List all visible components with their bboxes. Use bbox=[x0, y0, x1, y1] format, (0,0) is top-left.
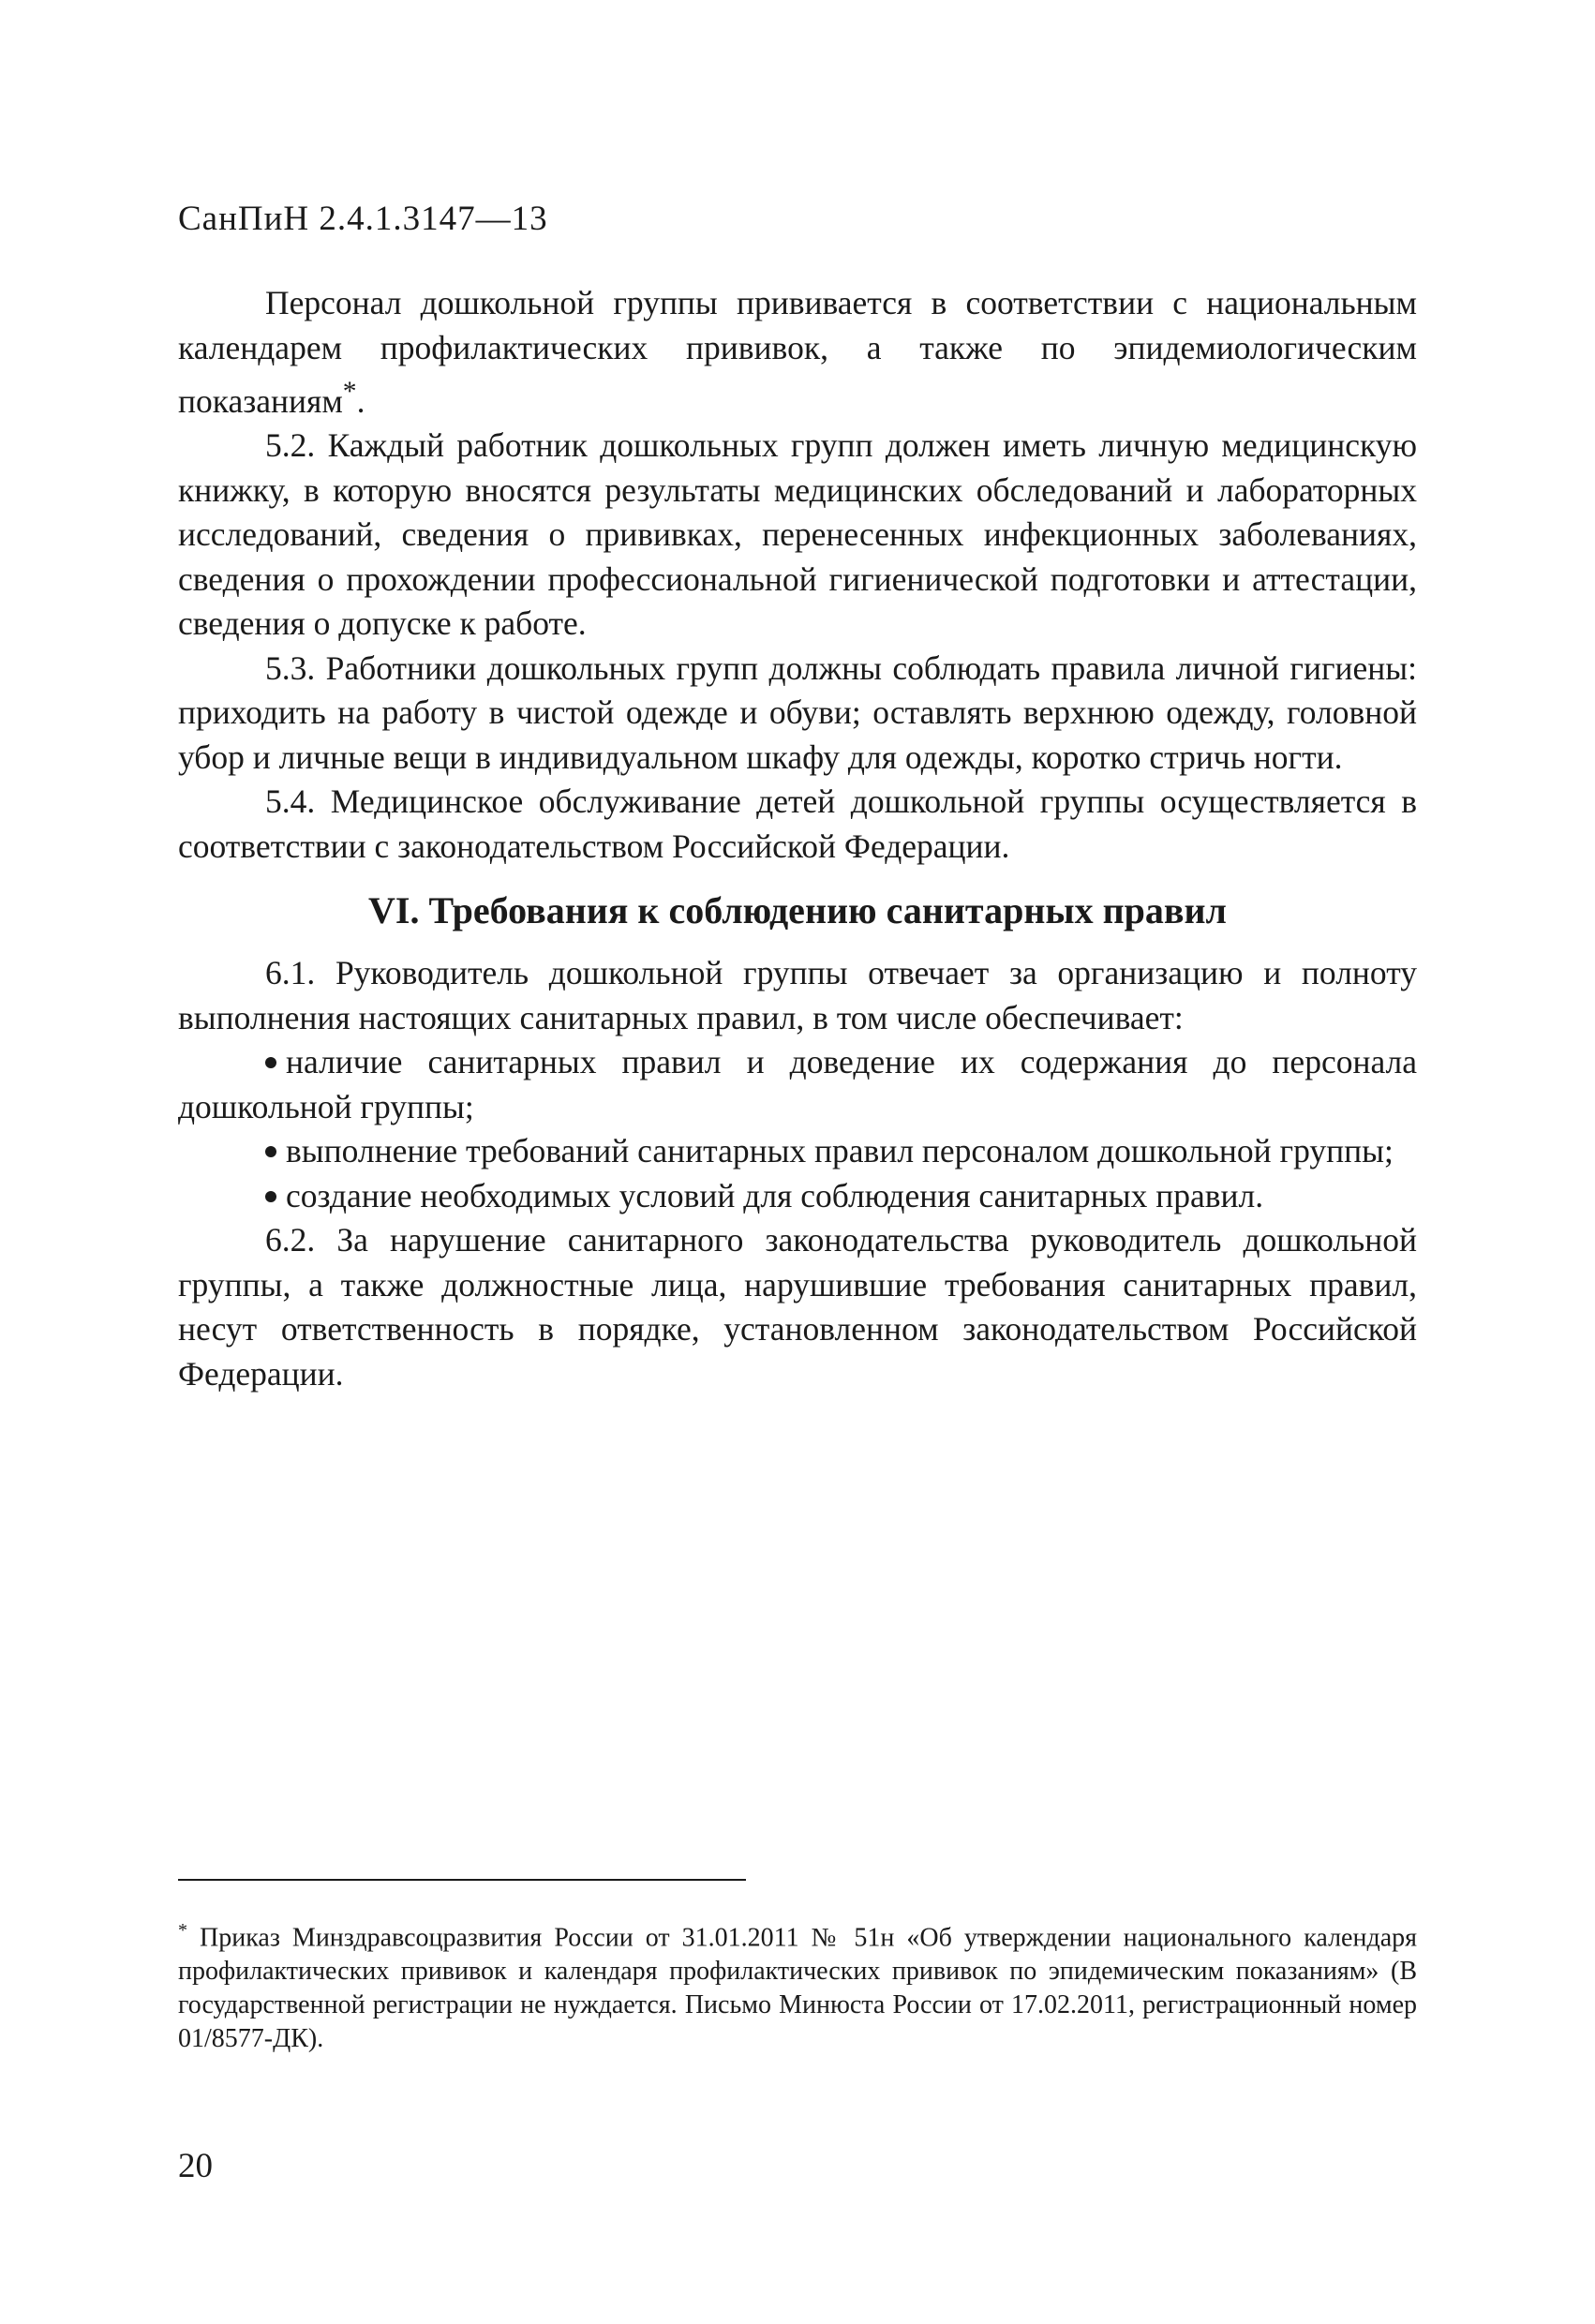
paragraph-5-2: 5.2. Каждый работник дошкольных групп должен иметь личную медицинскую книжку, в которую вносятся результаты медицинских обследований и лабораторных исследований, сведения о прививках, перенесенных инфекционных заболеваниях, сведения о прохождении профессиональной гигиенической подготовки и аттестации, сведения о допуске к работе. bbox=[178, 426, 1417, 643]
paragraph-text: Персонал дошкольной группы прививается в соответствии с национальным календарем профилактических прививок, а также по эпидемиологическим показаниям bbox=[178, 284, 1417, 420]
bullet-text: наличие санитарных правил и доведение их содержания до персонала дошкольной группы; bbox=[178, 1043, 1417, 1125]
bullet-item bbox=[178, 1174, 1417, 1219]
page-number: 20 bbox=[178, 2147, 213, 2185]
bullet-text: выполнение требований санитарных правил персоналом дошкольной группы; bbox=[286, 1132, 1394, 1170]
document-body bbox=[178, 281, 1417, 1396]
footnote-text: Приказ Минздравсоцразвития России от 31.01.2011 № 51н «Об утверждении национального календаря профилактических прививок и календаря профилактических прививок по эпидемическим показаниям» (В государственной регистрации не нуждается. Письмо Минюста России от 17.02.2011, регистрационный номер 01/8577-ДК). bbox=[178, 1923, 1417, 2054]
paragraph-personnel-vaccination bbox=[178, 281, 1417, 424]
paragraph-5-4: 5.4. Медицинское обслуживание детей дошкольной группы осуществляется в соответствии с законодательством Российской Федерации. bbox=[178, 782, 1417, 865]
paragraph-5-3: 5.3. Работники дошкольных групп должны соблюдать правила личной гигиены: приходить на работу в чистой одежде и обуви; оставлять верхнюю одежду, головной убор и личные вещи в индивидуальном шкафу для одежды, коротко стричь ногти. bbox=[178, 648, 1417, 776]
bullet-item bbox=[178, 1129, 1417, 1174]
bullet-dot-icon bbox=[265, 1057, 276, 1068]
footnote-paragraph bbox=[178, 1914, 1417, 2056]
footnote-reference: * bbox=[342, 377, 357, 407]
bullet-text: создание необходимых условий для соблюдения санитарных правил. bbox=[286, 1176, 1264, 1214]
bullet-dot-icon bbox=[265, 1146, 276, 1157]
footnote bbox=[178, 1914, 1417, 2056]
footnote-divider bbox=[178, 1879, 746, 1881]
paragraph-6-2: 6.2. За нарушение санитарного законодательства руководитель дошкольной группы, а также должностные лица, нарушившие требования санитарных правил, несут ответственность в порядке, установленном законодательством Российской Федерации. bbox=[178, 1221, 1417, 1393]
footnote-mark: * bbox=[178, 1920, 187, 1941]
paragraph-end: . bbox=[356, 381, 365, 420]
bullet-item bbox=[178, 1040, 1417, 1129]
section-6-heading: VI. Требования к соблюдению санитарных правил bbox=[368, 889, 1227, 932]
bullet-dot-icon bbox=[265, 1191, 276, 1202]
paragraph-6-1: 6.1. Руководитель дошкольной группы отвечает за организацию и полноту выполнения настоящих санитарных правил, в том числе обеспечивает: bbox=[178, 954, 1417, 1036]
document-code-header: СанПиН 2.4.1.3147—13 bbox=[178, 200, 548, 238]
